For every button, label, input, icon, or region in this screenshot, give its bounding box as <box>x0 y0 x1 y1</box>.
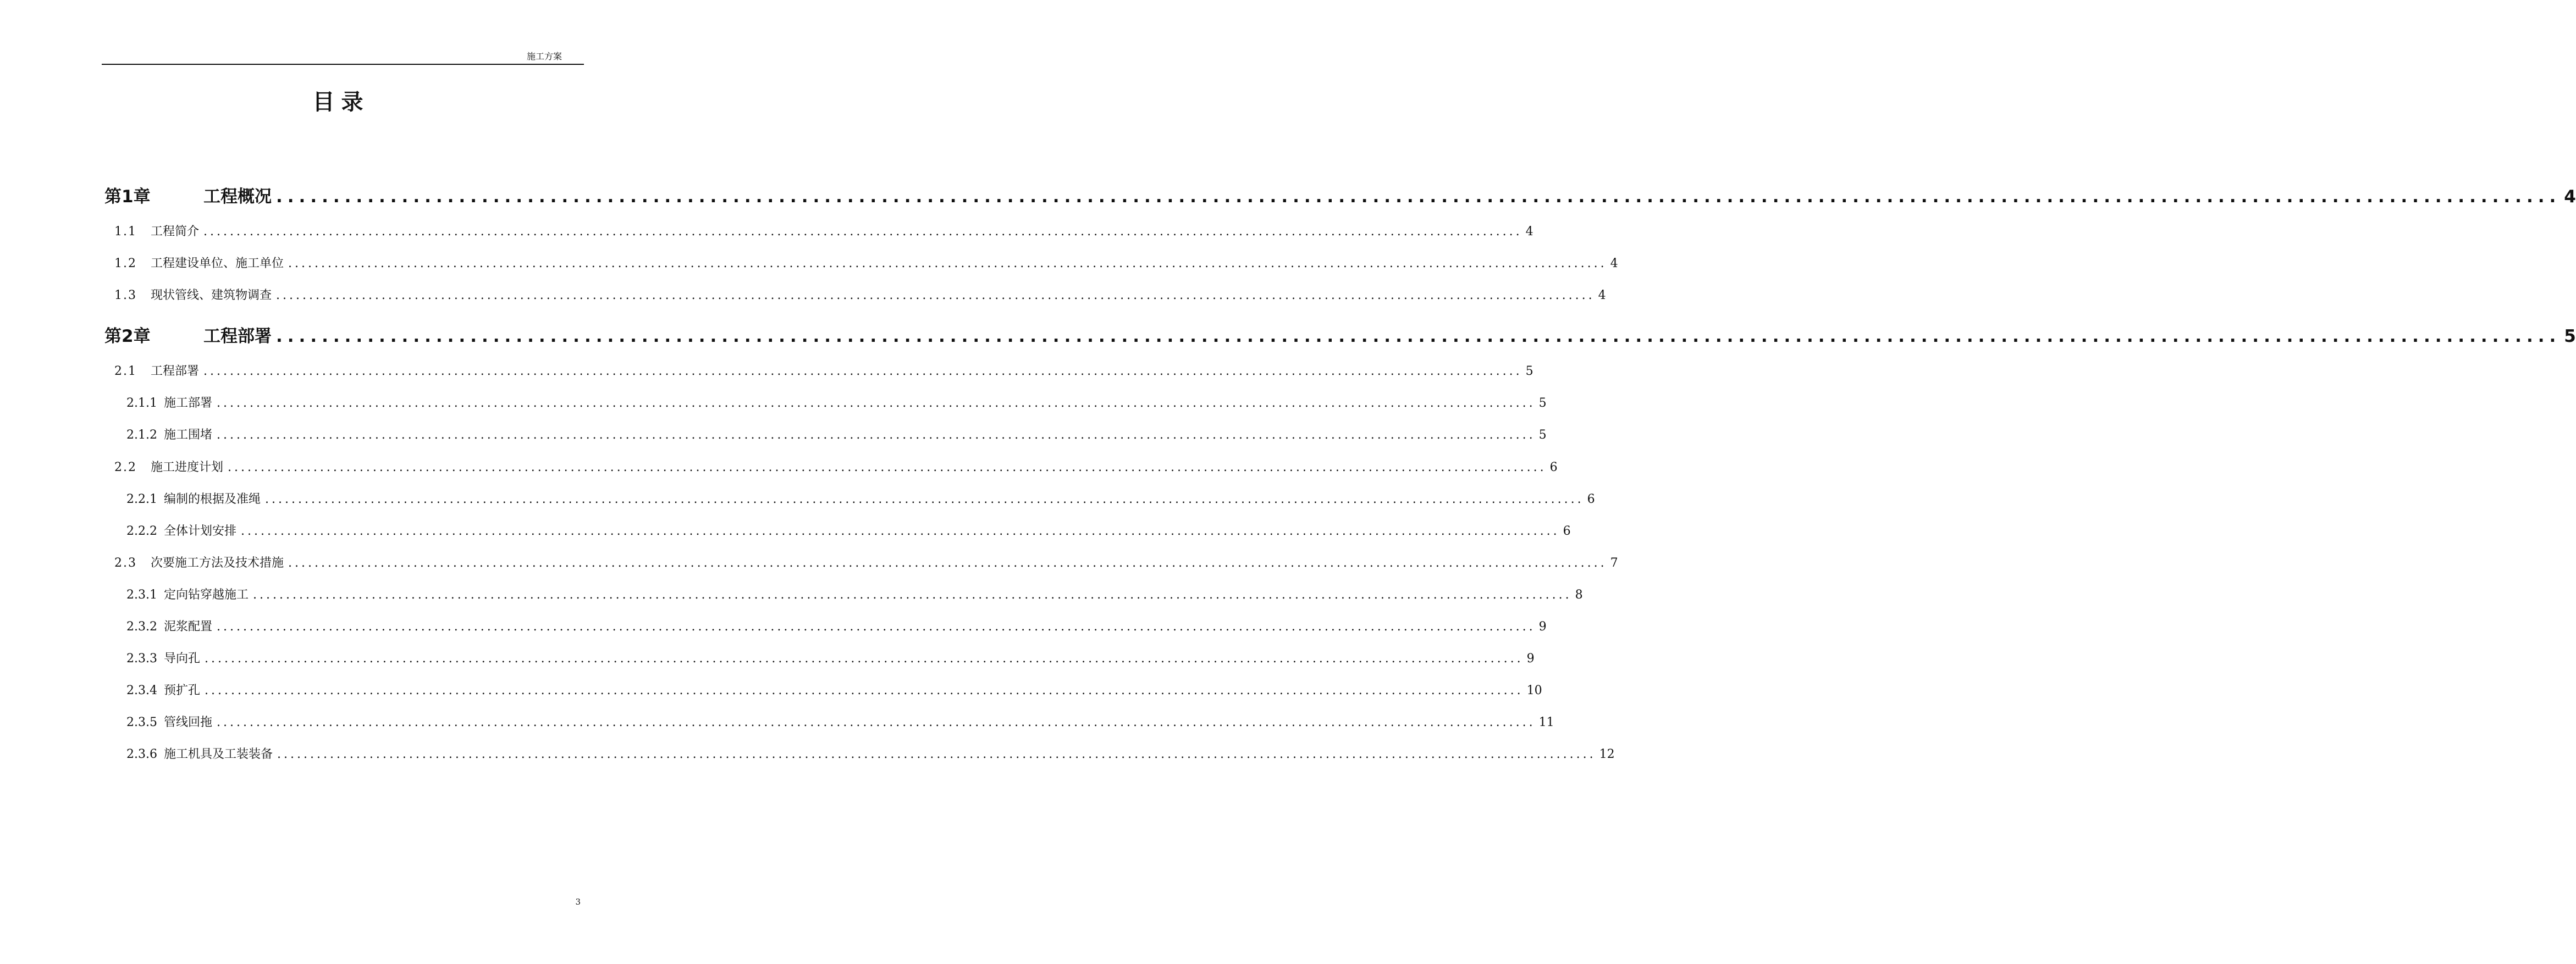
toc-dot-leader: ........................................................................................................................................................................................................ <box>217 620 1536 634</box>
toc-entry-number: 1.3 <box>114 289 137 302</box>
toc-entry-number: 2.3.3 <box>126 652 157 666</box>
toc-entry[interactable] <box>126 617 1547 634</box>
toc-entry-number: 第2章 <box>104 326 151 346</box>
toc-entry[interactable] <box>114 254 1618 271</box>
toc-dot-leader: ........................................................................................................................................................................................................ <box>203 225 1523 239</box>
toc-entry-page: 4 <box>1610 257 1618 270</box>
toc-entry-label <box>104 182 272 207</box>
toc-dot-leader: ........................................................................................................................................................................................................ <box>288 556 1607 570</box>
toc-entry-title: 工程部署 <box>151 364 200 378</box>
toc-entry-number: 2.1.1 <box>126 396 157 410</box>
toc-entry[interactable] <box>104 322 2576 347</box>
toc-entry-page: 6 <box>1563 524 1571 538</box>
toc-entry-title: 次要施工方法及技术措施 <box>151 556 284 570</box>
toc-entry-label <box>126 617 212 634</box>
toc-entry-page: 5 <box>1538 428 1547 442</box>
toc-entry-label <box>114 362 199 379</box>
toc-entry-label <box>126 585 249 602</box>
toc-entry[interactable] <box>126 522 1571 539</box>
toc-dot-leader: ........................................................................................................................................................................................................ <box>217 428 1536 442</box>
toc-entry-page: 5 <box>2564 326 2576 346</box>
toc-entry-title: 现状管线、建筑物调查 <box>151 289 272 302</box>
toc-entry-label <box>126 425 212 442</box>
toc-entry[interactable] <box>114 362 1534 379</box>
toc-entry[interactable] <box>126 713 1554 730</box>
toc-entry[interactable] <box>126 490 1595 507</box>
toc-dot-leader: ........................................................................................................................................................................................................ <box>241 524 1560 538</box>
toc-entry-label <box>126 713 212 730</box>
toc-dot-leader: ........................................................................................................................................................................................................ <box>228 461 1547 474</box>
toc-dot-leader: ........................................................................................................................................................................................................ <box>253 588 1572 602</box>
toc-dot-leader: ........................................................................................................................................................................................................ <box>203 364 1523 378</box>
toc-entry-label <box>114 286 272 303</box>
toc-entry[interactable] <box>126 394 1547 411</box>
toc-entry-number: 2.2.2 <box>126 524 157 538</box>
toc-entry-label <box>114 458 223 475</box>
toc-entry[interactable] <box>104 182 2576 207</box>
toc-entry[interactable] <box>126 585 1583 602</box>
toc-dot-leader: ........................................................................................................................................................................................................ <box>276 187 2561 207</box>
toc-entry-number: 2.1 <box>114 364 137 378</box>
toc-entry[interactable] <box>114 553 1618 570</box>
toc-dot-leader: ........................................................................................................................................................................................................ <box>205 652 1524 666</box>
toc-dot-leader: ........................................................................................................................................................................................................ <box>288 257 1607 270</box>
toc-entry-page: 4 <box>1525 225 1534 239</box>
toc-entry-number: 第1章 <box>104 187 151 207</box>
toc-entry-page: 10 <box>1526 684 1542 697</box>
toc-entry-title: 施工部署 <box>163 396 212 410</box>
toc-entry-number: 1.2 <box>114 257 137 270</box>
toc-entry-label <box>126 522 236 539</box>
toc-entry[interactable] <box>114 222 1534 239</box>
toc-entry-number: 2.3 <box>114 556 137 570</box>
toc-entry-label <box>114 254 284 271</box>
toc-entry-label <box>104 322 272 347</box>
toc-entry-page: 9 <box>1526 652 1535 666</box>
toc-entry-page: 7 <box>1610 556 1618 570</box>
toc-entry-number: 1.1 <box>114 225 137 239</box>
toc-entry-number: 2.3.5 <box>126 716 157 729</box>
toc-dot-leader: ........................................................................................................................................................................................................ <box>276 289 1595 302</box>
toc-dot-leader: ........................................................................................................................................................................................................ <box>205 684 1524 697</box>
toc-entry-number: 2.1.2 <box>126 428 157 442</box>
toc-entry-title: 施工机具及工装装备 <box>163 747 273 761</box>
toc-title: 目录 <box>312 90 370 115</box>
toc-entry-page: 9 <box>1538 620 1547 634</box>
toc-entry[interactable] <box>126 425 1547 442</box>
toc-entry-page: 4 <box>2564 187 2576 207</box>
toc-entry-page: 6 <box>1549 461 1558 474</box>
toc-entry[interactable] <box>126 681 1542 698</box>
toc-entry-title: 预扩孔 <box>163 684 200 697</box>
page-number: 3 <box>575 897 581 907</box>
toc-entry-page: 12 <box>1599 747 1615 761</box>
toc-entry-title: 工程简介 <box>151 225 200 239</box>
toc-entry[interactable] <box>114 286 1606 303</box>
toc-entry-title: 管线回拖 <box>163 716 212 729</box>
toc-entry-title: 导向孔 <box>163 652 200 666</box>
toc-entry-title: 工程部署 <box>203 326 272 346</box>
toc-entry-label <box>114 222 199 239</box>
toc-entry-label <box>126 490 261 507</box>
toc-entry-page: 4 <box>1598 289 1606 302</box>
toc-entry-number: 2.3.1 <box>126 588 157 602</box>
toc-entry[interactable] <box>126 649 1535 666</box>
toc-dot-leader: ........................................................................................................................................................................................................ <box>217 716 1536 729</box>
toc-entry-label <box>126 681 200 698</box>
toc-entry-label <box>114 553 284 570</box>
toc-entry-page: 5 <box>1525 364 1534 378</box>
toc-entry-page: 6 <box>1587 492 1595 506</box>
toc-entry-title: 编制的根据及准绳 <box>163 492 261 506</box>
toc-entry-title: 工程建设单位、施工单位 <box>151 257 284 270</box>
toc-entry-title: 施工围堵 <box>163 428 212 442</box>
toc-dot-leader: ........................................................................................................................................................................................................ <box>277 747 1596 761</box>
toc-entry-number: 2.2.1 <box>126 492 157 506</box>
toc-entry-title: 全体计划安排 <box>163 524 236 538</box>
toc-entry-number: 2.3.6 <box>126 747 157 761</box>
toc-entry-number: 2.2 <box>114 461 137 474</box>
toc-entry-number: 2.3.2 <box>126 620 157 634</box>
toc-entry-number: 2.3.4 <box>126 684 157 697</box>
toc-entry-label <box>126 649 200 666</box>
toc-entry-title: 定向钻穿越施工 <box>163 588 249 602</box>
toc-dot-leader: ........................................................................................................................................................................................................ <box>217 396 1536 410</box>
toc-entry-label <box>126 394 212 411</box>
toc-entry-title: 施工进度计划 <box>151 461 224 474</box>
toc-entry[interactable] <box>126 745 1615 762</box>
toc-entry-page: 8 <box>1575 588 1583 602</box>
toc-entry-page: 5 <box>1538 396 1547 410</box>
toc-dot-leader: ........................................................................................................................................................................................................ <box>276 326 2561 346</box>
toc-entry-title: 泥浆配置 <box>163 620 212 634</box>
header-text: 施工方案 <box>526 51 562 62</box>
toc-entry[interactable] <box>114 458 1558 475</box>
toc-entry-title: 工程概况 <box>203 187 272 207</box>
toc-entry-page: 11 <box>1538 716 1554 729</box>
toc-entry-label <box>126 745 273 762</box>
toc-dot-leader: ........................................................................................................................................................................................................ <box>265 492 1584 506</box>
